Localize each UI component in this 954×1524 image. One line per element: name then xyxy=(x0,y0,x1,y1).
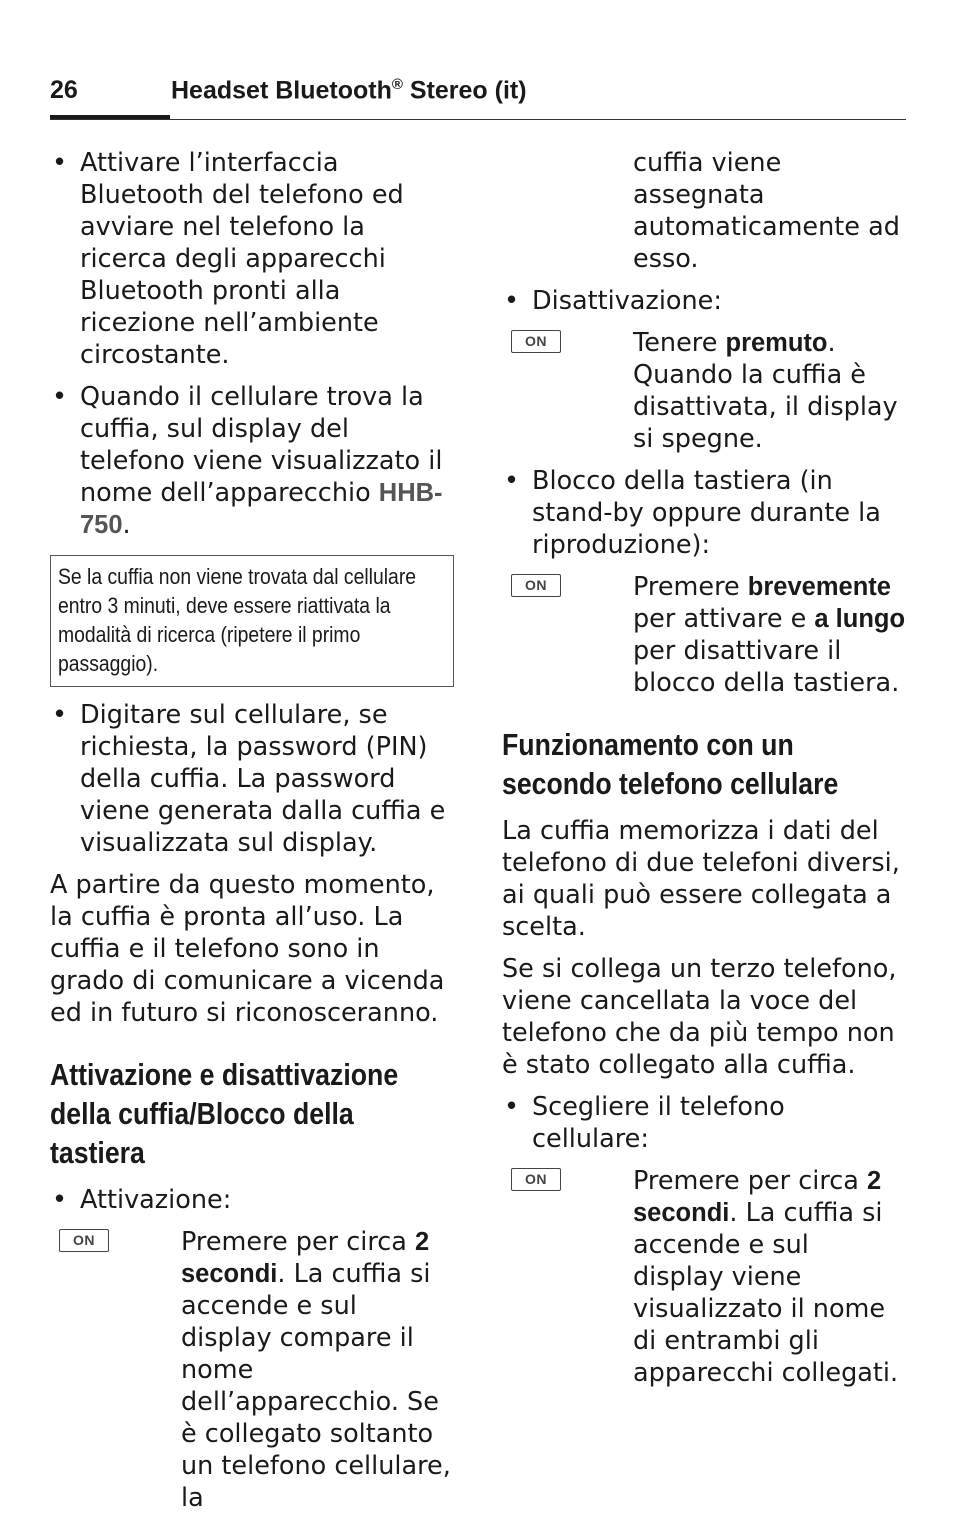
list-item xyxy=(50,381,454,541)
section-heading-text: Funzionamento con un secondo telefono cellulare xyxy=(502,727,839,801)
registered-mark: ® xyxy=(391,76,403,93)
section-heading xyxy=(502,725,906,803)
paragraph: La cuffia memorizza i dati del telefono di due telefoni diversi, ai quali può essere collegata a scelta. xyxy=(502,816,900,942)
left-column xyxy=(50,147,454,1524)
text: per attivare e xyxy=(633,604,815,634)
header-rule xyxy=(50,119,906,120)
paragraph: A partire da questo momento, la cuffia è pronta all’uso. La cuffia e il telefono sono in grado di comunicare a vicenda ed in futuro si riconosceranno. xyxy=(50,870,445,1028)
emphasis: premuto xyxy=(725,329,828,357)
continued-text: cuffia viene assegnata automaticamente ad esso. xyxy=(633,148,900,274)
key-instruction xyxy=(502,327,906,455)
key-instruction xyxy=(502,571,906,699)
on-key-icon: ON xyxy=(511,1168,561,1191)
paragraph: Se si collega un terzo telefono, viene cancellata la voce del telefono che da più tempo non è stato collegato alla cuffia. xyxy=(502,954,897,1080)
list-item: • Digitare sul cellulare, se richiesta, la password (PIN) della cuffia. La password viene generata dalla cuffia e visualizzata sul display. xyxy=(50,699,454,859)
text: . La cuffia si accende e sul display compare il nome dell’apparecchio. Se è collegato soltanto un telefono cellulare, la xyxy=(181,1259,451,1513)
text: Premere per circa xyxy=(181,1227,416,1257)
text: . Quando la cuffia è disattivata, il display si spegne. xyxy=(633,328,898,454)
key-instruction xyxy=(50,1226,454,1514)
emphasis: a lungo xyxy=(814,605,906,633)
emphasis: 2 secondi xyxy=(633,1167,882,1227)
list-item: • Attivazione: xyxy=(50,1184,454,1216)
page-number: 26 xyxy=(50,76,78,104)
text: . La cuffia si accende e sul display viene visualizzato il nome di entrambi gli apparecchi collegati. xyxy=(633,1198,899,1388)
emphasis: brevemente xyxy=(747,573,891,601)
device-name: HHB-750 xyxy=(80,479,443,539)
text: Premere xyxy=(633,572,748,602)
emphasis: 2 secondi xyxy=(181,1228,430,1288)
list-item: • Attivare l’interfaccia Bluetooth del telefono ed avviare nel telefono la ricerca degli apparecchi Bluetooth pronti alla ricezione nell’ambiente circostante. xyxy=(50,147,454,371)
text: Tenere xyxy=(633,328,726,358)
header-title xyxy=(171,76,527,105)
note-text: Se la cuffia non viene trovata dal cellulare entro 3 minuti, deve essere riattivata la modalità di ricerca (ripetere il primo passaggio). xyxy=(58,564,417,676)
list-item: • Scegliere il telefono cellulare: xyxy=(502,1091,906,1155)
section-heading xyxy=(50,1055,454,1172)
list-item: • Blocco della tastiera (in stand-by oppure durante la riproduzione): xyxy=(502,465,906,561)
header-title-main: Headset Bluetooth xyxy=(171,76,392,105)
text: per disattivare il blocco della tastiera. xyxy=(633,636,900,698)
section-heading-text: Attivazione e disattivazione della cuffia/Blocco della tastiera xyxy=(50,1057,399,1170)
text: . xyxy=(122,510,131,540)
on-key-icon: ON xyxy=(511,330,561,353)
header-title-suffix: Stereo (it) xyxy=(402,76,527,105)
list-item: • Disattivazione: xyxy=(502,285,906,317)
note-box xyxy=(50,555,454,687)
text: Premere per circa xyxy=(633,1166,868,1196)
right-column xyxy=(502,147,906,1399)
on-key-icon: ON xyxy=(511,574,561,597)
key-instruction xyxy=(502,1165,906,1389)
text: Quando il cellulare trova la cuffia, sul display del telefono viene visualizzato il nome dell’apparecchio xyxy=(80,382,443,508)
on-key-icon: ON xyxy=(59,1229,109,1252)
